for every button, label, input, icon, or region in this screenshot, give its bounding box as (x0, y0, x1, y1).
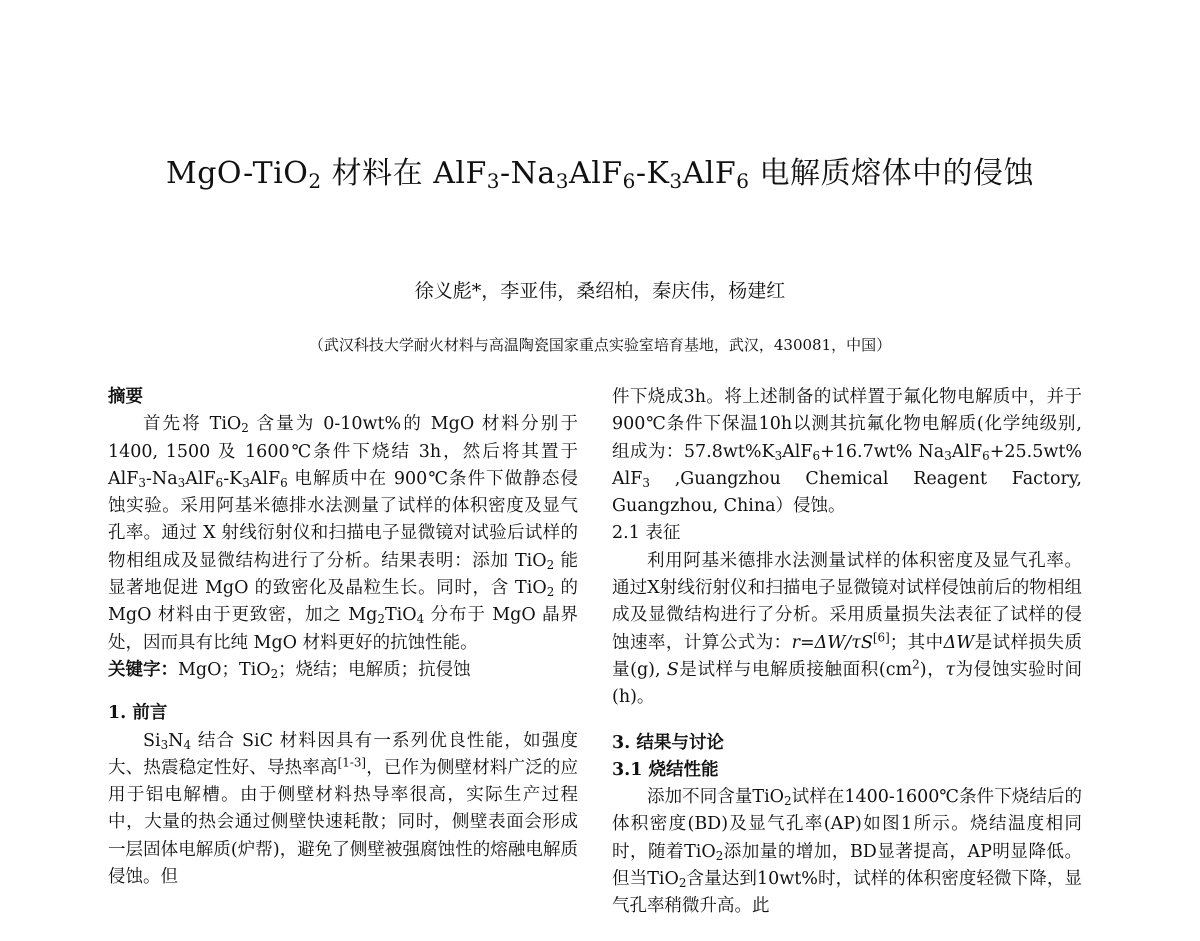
method-continuation: 件下烧成3h。将上述制备的试样置于氟化物电解质中，并于900℃条件下保温10h以测其抗氟化物电解质(化学纯级别, 组成为：$57.8wt\%K_3AlF_6+16.7wt\%$ $Na_3AlF_6+25.5wt\%$ AlF$_3$ ,Guangzhou Chemical Reagent Factory, Guangzhou, China）侵蚀。 (612, 387, 1083, 517)
abstract-heading: 摘要 (108, 387, 143, 407)
introduction-text: $Si_3N_4$ 结合 SiC 材料因具有一系列优良性能，如强度大、热震稳定性好、导热率高[1-3]，已作为侧壁材料广泛的应用于铝电解槽。由于侧壁材料热导率很高，实际生产过程中，大量的热会通过侧壁快速耗散；同时，侧壁表面会形成一层固体电解质(炉帮)，避免了侧壁被强腐蚀性的熔融电解质侵蚀。但 (108, 730, 579, 888)
keywords: 关键字：MgO；TiO$_2$；烧结；电解质；抗侵蚀 (108, 659, 471, 681)
introduction-heading: 1. 前言 (108, 703, 168, 724)
characterization-text: 利用阿基米德排水法测量试样的体积密度及显气孔率。通过X射线衍射仪和扫描电子显微镜对试样侵蚀前后的物相组成及显微结构进行了分析。采用质量损失法表征了试样的侵蚀速率，计算公式为：r=ΔW/τS[6]；其中ΔW是试样损失质量(g), S是试样与电解质接触面积$(cm^2)$，τ为侵蚀实验时间(h)。 (612, 550, 1083, 708)
results-heading: 3. 结果与讨论 (612, 732, 724, 753)
paper-title: MgO-TiO$_2$ 材料在 $AlF_3-Na_3AlF_6-K_3AlF_6$ 电解质熔体中的侵蚀 (166, 156, 1034, 193)
sintering-heading: 3.1 烧结性能 (612, 759, 719, 780)
right-column (612, 384, 1082, 921)
left-column (108, 384, 578, 891)
abstract-text: 首先将 TiO$_2$ 含量为 0-10wt%的 MgO 材料分别于 1400, 1500 及 1600℃条件下烧结 3h，然后将其置于 $AlF_3-Na_3AlF_6-K_3AlF_6$ 电解质中在 900℃条件下做静态侵蚀实验。采用阿基米德排水法测量了试样的体积密度及显气孔率。通过 X 射线衍射仪和扫描电子显微镜对试验后试样的物相组成及显微结构进行了分析。结果表明：添加 TiO$_2$ 能显著地促进 MgO 的致密化及晶粒生长。同时，含 TiO$_2$ 的 MgO 材料由于更致密，加之 $Mg_2TiO_4$ 分布于 MgO 晶界处，因而具有比纯 MgO 材料更好的抗蚀性能。 (108, 414, 579, 653)
sintering-text: 添加不同含量TiO$_2$试样在1400-1600℃条件下烧结后的体积密度(BD)及显气孔率(AP)如图1所示。烧结温度相同时，随着TiO$_2$添加量的增加，BD显著提高，AP明显降低。但当TiO$_2$含量达到10wt%时，试样的体积密度轻微下降，显气孔率稍微升高。此 (612, 787, 1082, 917)
rate-formula: r=ΔW/τS (791, 632, 873, 653)
characterization-heading: 2.1 表征 (612, 523, 681, 544)
author-list: 徐义彪*，李亚伟，桑绍柏，秦庆伟，杨建红 (414, 280, 786, 302)
affiliation: （武汉科技大学耐火材料与高温陶瓷国家重点实验室培育基地，武汉，430081，中国） (308, 336, 892, 354)
keywords-label: 关键字： (108, 659, 178, 680)
